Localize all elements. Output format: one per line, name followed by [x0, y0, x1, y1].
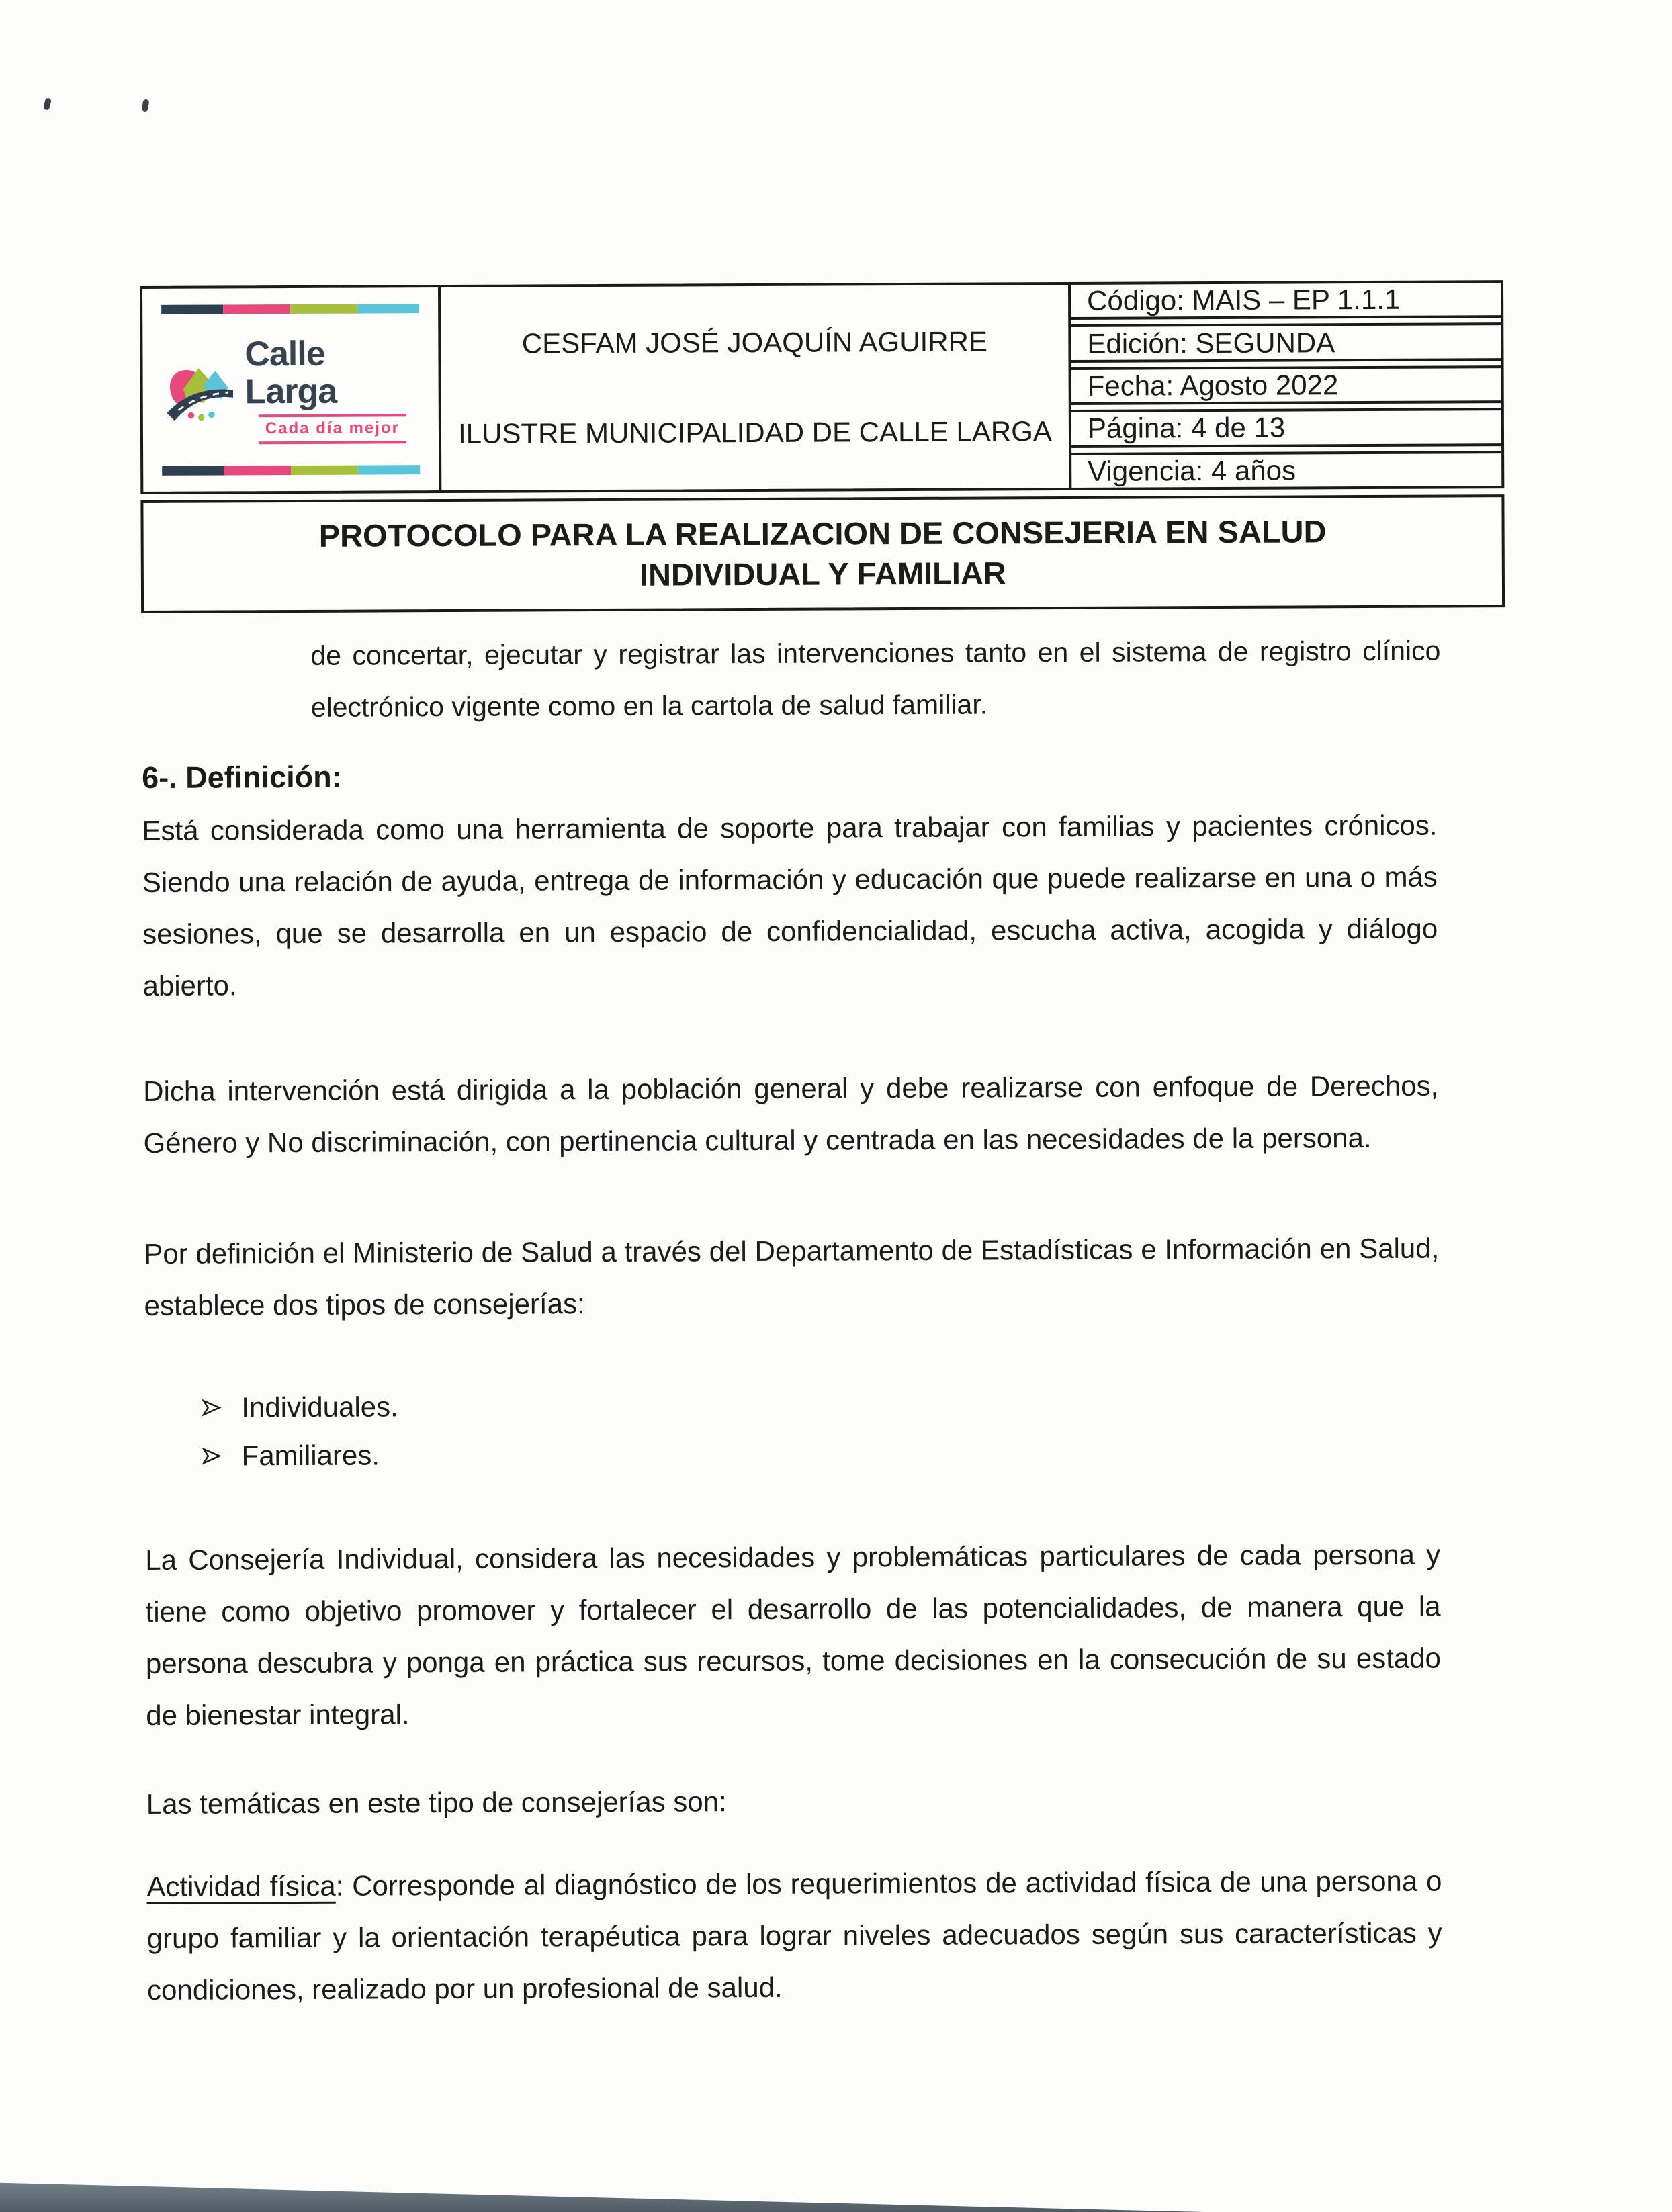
- paragraph-actividad-fisica: [146, 1855, 1442, 2016]
- logo-texts: [245, 335, 420, 444]
- logo-color-bar-bottom: [162, 465, 420, 476]
- arrowhead-bullet-icon: [202, 1445, 223, 1466]
- paragraph-intervention: Dicha intervención está dirigida a la población general y debe realizarse con enfoque de Derechos, Género y No discriminación, con pertinencia cultural y centrada en las necesidades de la persona.: [143, 1069, 1439, 1159]
- section-heading-definicion: 6-. Definición:: [142, 759, 342, 795]
- logo-title: Calle Larga: [245, 334, 337, 412]
- page-content: [140, 280, 1511, 2016]
- logo-tagline: Cada día mejor: [259, 414, 406, 444]
- document-title-line-1: PROTOCOLO PARA LA REALIZACION DE CONSEJERIA EN SALUD: [318, 513, 1327, 554]
- logo-color-bar-top: [161, 304, 419, 314]
- institution-line-1: CESFAM JOSÉ JOAQUÍN AGUIRRE: [521, 325, 988, 359]
- scanner-edge-band: [0, 2181, 1672, 2212]
- counseling-types-list: [144, 1378, 1440, 1480]
- paragraph-individual-counseling: La Consejería Individual, considera las necesidades y problemáticas particulares de cada persona y tiene como objetivo promover y fortalecer el desarrollo de las potencialidades, de manera que la persona descubra y ponga en práctica sus recursos, tome decisiones en la consecución de su estado de bienestar integral.: [145, 1538, 1442, 1731]
- actividad-fisica-term: Actividad física: [146, 1869, 336, 1902]
- meta-cell: [1071, 283, 1501, 488]
- meta-row-fecha: Fecha: Agosto 2022: [1071, 365, 1501, 405]
- document-title-cell: [140, 494, 1505, 613]
- list-item-individuales: [201, 1378, 1440, 1432]
- list-item-familiares: [201, 1427, 1440, 1480]
- ink-speck: [142, 99, 150, 112]
- paragraph-minsal-types: Por definición el Ministerio de Salud a través del Departamento de Estadísticas e Información en Salud, establece dos tipos de consejerías:: [144, 1232, 1440, 1321]
- calle-larga-logo-icon: [161, 350, 238, 429]
- ink-speck: [43, 97, 52, 111]
- meta-row-pagina: Página: 4 de 13: [1071, 408, 1501, 447]
- institution-cell: [441, 285, 1071, 490]
- paragraph-definition: Está considerada como una herramienta de soporte para trabajar con familias y pacientes crónicos. Siendo una relación de ayuda, entrega de información y educación que puede realizarse en una o más sesiones, que se desarrolla en un espacio de confidencialidad, escucha activa, acogida y diálogo abierto.: [142, 809, 1438, 1002]
- institution-line-2: ILUSTRE MUNICIPALIDAD DE CALLE LARGA: [457, 415, 1052, 449]
- paragraph-topics-intro: Las temáticas en este tipo de consejerías son:: [146, 1785, 727, 1820]
- list-item-label: Individuales.: [241, 1390, 398, 1423]
- body-section: [141, 625, 1442, 2016]
- logo-block: [161, 335, 420, 445]
- logo-cell: [142, 287, 441, 492]
- meta-row-codigo: Código: MAIS – EP 1.1.1: [1071, 283, 1501, 320]
- meta-row-vigencia: Vigencia: 4 años: [1071, 451, 1501, 488]
- arrowhead-bullet-icon: [201, 1397, 222, 1418]
- actividad-fisica-text: : Corresponde al diagnóstico de los requerimientos de actividad física de una persona o grupo familiar y la orientación terapéutica para lograr niveles adecuados según sus características y condiciones, realizado por un profesional de salud.: [146, 1865, 1442, 2006]
- meta-row-edicion: Edición: SEGUNDA: [1071, 323, 1501, 363]
- document-title-line-2: INDIVIDUAL Y FAMILIAR: [639, 555, 1006, 592]
- list-item-label: Familiares.: [241, 1439, 380, 1472]
- header-table: [140, 280, 1504, 494]
- continuation-paragraph: de concertar, ejecutar y registrar las intervenciones tanto en el sistema de registro clínico electrónico vigente como en la cartola de salud familiar.: [310, 635, 1441, 723]
